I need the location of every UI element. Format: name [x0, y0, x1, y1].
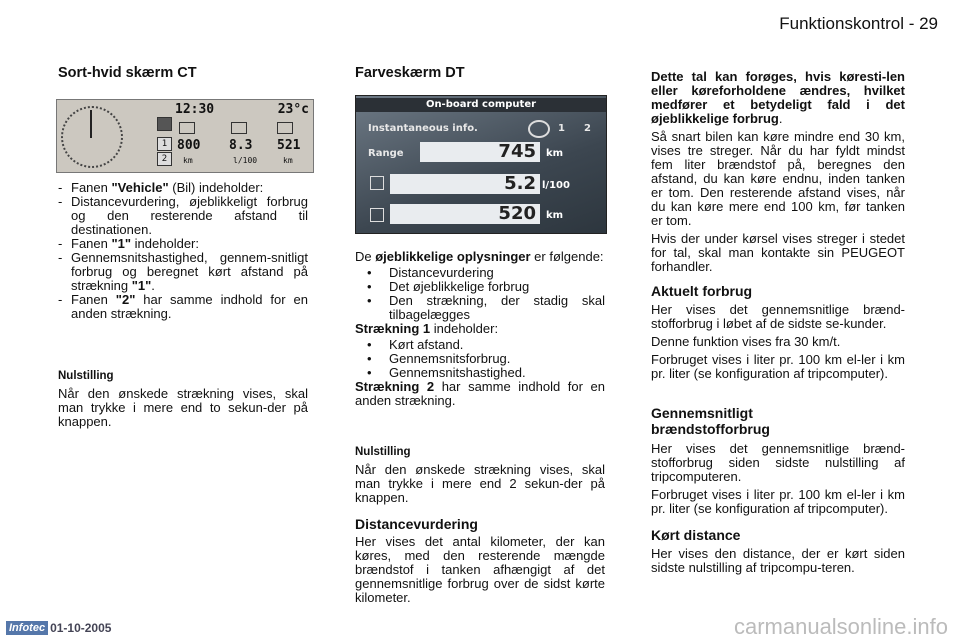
screen-label-instant: Instantaneous info. — [368, 123, 478, 134]
flag-icon — [277, 122, 293, 134]
paragraph: Her vises det gennemsnitlige brænd-stofforbrug i løbet af de sidste se-kunder. — [651, 302, 905, 331]
bw-items — [58, 181, 308, 321]
footer-date: 01-10-2005 — [50, 621, 112, 635]
list-item: • Det øjeblikkelige forbrug — [367, 279, 530, 294]
consumption-icon — [231, 122, 247, 134]
screen-title: On-board computer — [356, 98, 606, 112]
list-item: - Fanen "Vehicle" (Bil) indeholder: — [58, 180, 264, 195]
section-heading-color: Farveskærm DT — [355, 65, 465, 81]
column-2 — [355, 66, 605, 80]
range-value: 745 — [420, 142, 540, 162]
color-display-illustration — [355, 95, 607, 234]
warning-text: Dette tal kan forøges, hvis køresti-len eller køreforholdene ændres, hvilket medfører et betydeligt fald i det øjeblikkelige forbrug. — [651, 69, 905, 126]
dial-hand — [90, 110, 92, 138]
vehicle-tab — [157, 117, 172, 131]
consumption-unit: l/100 — [542, 180, 570, 191]
reset-text: Når den ønskede strækning vises, skal man trykke i mere end 2 sekun-der på knappen. — [355, 462, 605, 505]
list-item: - Gennemsnitshastighed, gennem-snitligt forbrug og beregnet kørt afstand på strækning "1". — [58, 250, 308, 293]
screen-tab-2: 2 — [584, 123, 591, 134]
list-item: • Kørt afstand. — [367, 337, 464, 352]
infotec-logo: Infotec — [6, 621, 48, 635]
lcd-unit-3: km — [283, 156, 293, 165]
column-1 — [58, 66, 308, 80]
paragraph: Så snart bilen kan køre mindre end 30 km, vises tre streger. Når du har fyldt mindst fem liter brændstof på, beregnes den afstand, du kan køre endnu, inden tanken er tom. Den resterende afstand vises, når du kan køre mere end 100 km, før tanken er tom. — [651, 129, 905, 228]
screen-label-range: Range — [368, 148, 404, 159]
lcd-unit-2: l/100 — [233, 156, 258, 165]
tab-1: 1 — [157, 137, 172, 151]
list-item: • Den strækning, der stadig skal tilbagelægges — [367, 293, 605, 322]
list-item: - Fanen "2" har samme indhold for en anden strækning. — [58, 292, 308, 321]
distance-value: 520 — [390, 204, 540, 224]
page-title: Funktionskontrol - 29 — [779, 14, 938, 33]
color-info — [355, 250, 605, 408]
average-consumption-heading: Gennemsnitligt brændstofforbrug — [651, 405, 770, 437]
bw-display-illustration — [56, 99, 314, 173]
watermark: carmanualsonline.info — [733, 614, 948, 639]
range-unit: km — [546, 148, 564, 159]
strecke-2-text: Strækning 2 har samme indhold for en anden strækning. — [355, 379, 606, 408]
consumption-icon — [370, 176, 384, 190]
reset-heading: Nulstilling — [355, 446, 411, 458]
fuel-icon — [179, 122, 195, 134]
section-heading-bw: Sort-hvid skærm CT — [58, 65, 197, 81]
color-reset — [355, 445, 605, 605]
list-item: • Distancevurdering — [367, 265, 494, 280]
footer — [6, 621, 111, 635]
lcd-value-3: 521 — [277, 138, 301, 153]
paragraph: Her vises den distance, der er kørt siden sidste nulstilling af tripcompu-teren. — [651, 546, 905, 575]
paragraph: Forbruget vises i liter pr. 100 km el-ler i km pr. liter (se konfiguration af tripcomputer). — [651, 487, 905, 516]
column-3 — [651, 70, 905, 575]
list-item: - Distancevurdering, øjeblikkeligt forbrug og den resterende afstand til destinationen. — [58, 194, 308, 237]
paragraph: Denne funktion vises fra 30 km/t. — [651, 334, 841, 349]
tab-circle-icon — [528, 120, 550, 138]
lcd-unit-1: km — [183, 156, 193, 165]
current-consumption-heading: Aktuelt forbrug — [651, 283, 753, 299]
lcd-clock: 12:30 — [175, 102, 215, 117]
distance-heading: Distancevurdering — [355, 516, 478, 532]
lcd-value-2: 8.3 — [229, 138, 253, 153]
paragraph: Forbruget vises i liter pr. 100 km el-ler i km pr. liter (se konfiguration af tripcomputer). — [651, 352, 905, 381]
reset-heading: Nulstilling — [58, 370, 114, 382]
lcd-temperature: 23°c — [277, 102, 309, 117]
paragraph: Hvis der under kørsel vises streger i stedet for tal, skal man kontakte sin PEUGEOT forhandler. — [651, 231, 905, 274]
paragraph: Her vises det gennemsnitlige brænd-stofforbrug siden sidste nulstilling af tripcomputeren. — [651, 441, 905, 484]
tab-2: 2 — [157, 152, 172, 166]
clock-dial — [61, 106, 123, 168]
distance-unit: km — [546, 210, 564, 221]
list-item: • Gennemsnitshastighed. — [367, 365, 526, 380]
consumption-value: 5.2 — [390, 174, 540, 194]
list-item: • Gennemsnitsforbrug. — [367, 351, 511, 366]
list-item: - Fanen "1" indeholder: — [58, 236, 199, 251]
flag-icon — [370, 208, 384, 222]
lcd-value-1: 800 — [177, 138, 201, 153]
strecke-1-text: Strækning 1 indeholder: — [355, 321, 499, 336]
distance-text: Her vises det antal kilometer, der kan køres, med den resterende mængde brændstof i tanken afhængigt af det gennemsnitlige forbrug over de sidst kørte kilometer. — [355, 534, 605, 605]
intro-text: De øjeblikkelige oplysninger er følgende: — [355, 249, 604, 264]
bw-reset — [58, 369, 308, 429]
screen-tab-1: 1 — [558, 123, 565, 134]
reset-text: Når den ønskede strækning vises, skal man trykke i mere end to sekun-der på knappen. — [58, 386, 308, 429]
distance-driven-heading: Kørt distance — [651, 527, 741, 543]
